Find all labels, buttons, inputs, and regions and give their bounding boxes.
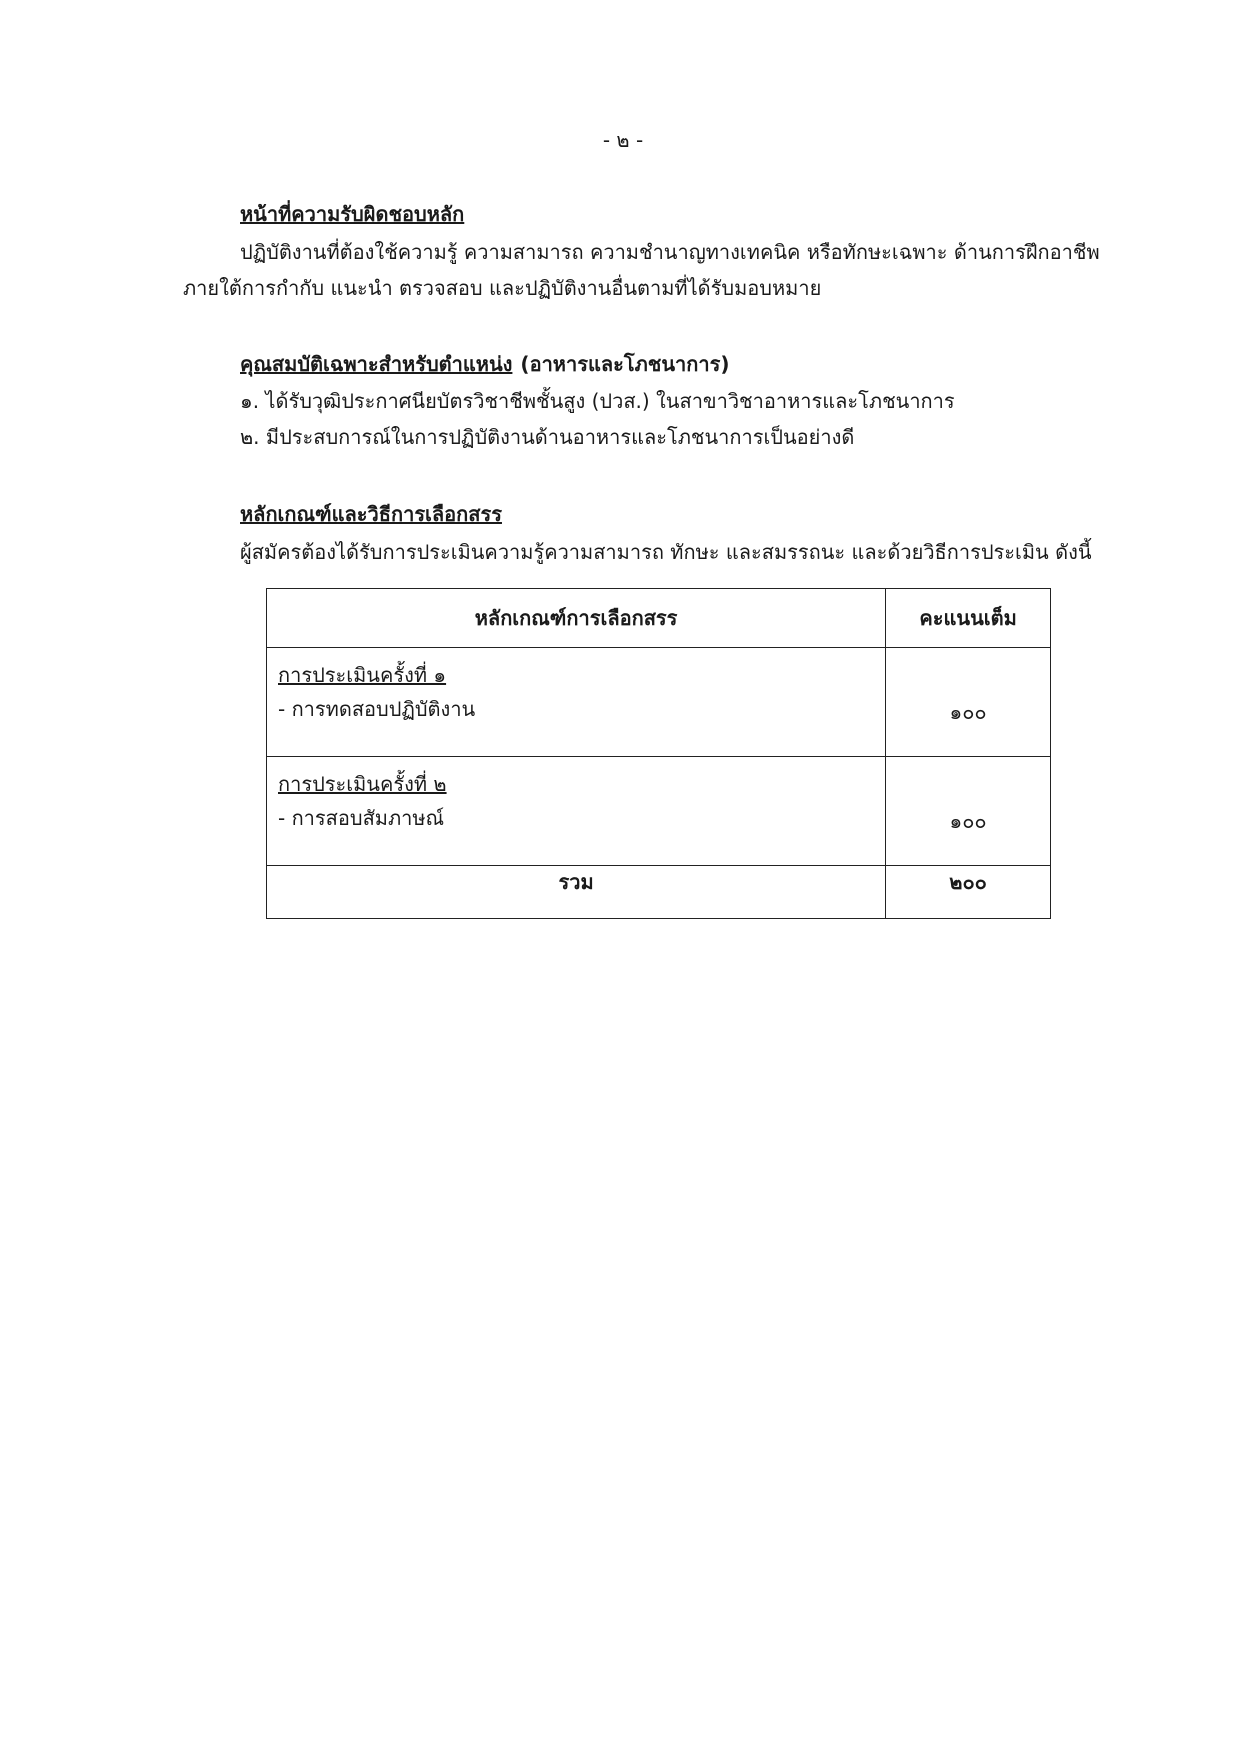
table-header-row bbox=[267, 589, 1051, 648]
header-criteria: หลักเกณฑ์การเลือกสรร bbox=[267, 589, 886, 648]
criteria-table bbox=[266, 588, 1051, 919]
qualification-item-2: ๒. มีประสบการณ์ในการปฏิบัติงานด้านอาหารและโภชนาการเป็นอย่างดี bbox=[240, 425, 855, 449]
criteria-intro: ผู้สมัครต้องได้รับการประเมินความรู้ความสามารถ ทักษะ และสมรรถนะ และด้วยวิธีการประเมิน ดังนี้ bbox=[240, 540, 1092, 564]
assessment-title: การประเมินครั้งที่ ๑ bbox=[278, 663, 447, 687]
page-number: - ๒ - bbox=[602, 128, 644, 152]
duties-line-2: ภายใต้การกำกับ แนะนำ ตรวจสอบ และปฏิบัติงานอื่นตามที่ได้รับมอบหมาย bbox=[183, 276, 822, 300]
criteria-heading: หลักเกณฑ์และวิธีการเลือกสรร bbox=[240, 502, 502, 526]
assessment-item: - การทดสอบปฏิบัติงาน bbox=[278, 697, 476, 721]
score-value: ๑๐๐ bbox=[949, 700, 987, 724]
score-value: ๑๐๐ bbox=[949, 809, 987, 833]
qualifications-heading bbox=[240, 348, 729, 380]
qualifications-heading-suffix: (อาหารและโภชนาการ) bbox=[520, 352, 730, 376]
total-label: รวม bbox=[267, 866, 886, 919]
qualifications-heading-text: คุณสมบัติเฉพาะสำหรับตำแหน่ง bbox=[240, 352, 513, 376]
total-score: ๒๐๐ bbox=[886, 866, 1051, 919]
duties-heading: หน้าที่ความรับผิดชอบหลัก bbox=[240, 202, 465, 226]
score-cell bbox=[886, 648, 1051, 757]
qualification-item-1: ๑. ได้รับวุฒิประกาศนียบัตรวิชาชีพชั้นสูง (ปวส.) ในสาขาวิชาอาหารและโภชนาการ bbox=[240, 389, 955, 413]
assessment-title: การประเมินครั้งที่ ๒ bbox=[278, 772, 447, 796]
table-total-row bbox=[267, 866, 1051, 919]
assessment-cell bbox=[267, 757, 886, 866]
score-cell bbox=[886, 757, 1051, 866]
duties-line-1: ปฏิบัติงานที่ต้องใช้ความรู้ ความสามารถ ความชำนาญทางเทคนิค หรือทักษะเฉพาะ ด้านการฝึกอาชีพ bbox=[240, 240, 1100, 264]
header-score: คะแนนเต็ม bbox=[886, 589, 1051, 648]
assessment-item: - การสอบสัมภาษณ์ bbox=[278, 806, 445, 830]
assessment-cell bbox=[267, 648, 886, 757]
table-row bbox=[267, 757, 1051, 866]
table-row bbox=[267, 648, 1051, 757]
